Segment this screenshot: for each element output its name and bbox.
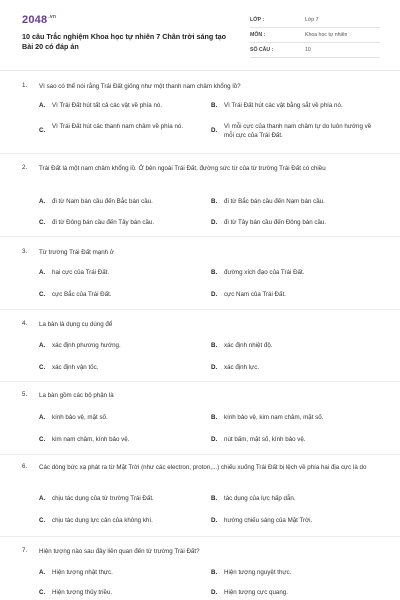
option-letter: A. bbox=[39, 342, 46, 349]
logo-suffix: .vn bbox=[48, 14, 57, 21]
option-text: đi từ Bắc bán cầu đến Nam bán cầu. bbox=[224, 198, 325, 205]
info-table bbox=[250, 13, 380, 58]
option-text: kính bảo vệ, kim nam châm, mặt số. bbox=[224, 414, 324, 421]
option-letter: D. bbox=[211, 589, 218, 596]
site-logo[interactable] bbox=[22, 14, 56, 26]
option-text: xác định lực. bbox=[224, 364, 260, 371]
question-text: La bàn là dụng cụ dùng để bbox=[39, 321, 113, 328]
document-title: 10 câu Trắc nghiệm Khoa học tự nhiên 7 Chân trời sáng tạo Bài 20 có đáp án bbox=[22, 32, 227, 51]
question-divider bbox=[0, 236, 400, 237]
question-text: Hiện tượng nào sau đây liên quan đến từ trường Trái Đất? bbox=[39, 548, 200, 555]
question-text: Vì sao có thể nói rằng Trái Đất giống như một thanh nam châm khổng lồ? bbox=[39, 83, 241, 90]
info-value: Khoa học tự nhiên bbox=[305, 32, 348, 38]
question-divider bbox=[0, 153, 400, 154]
option-letter: B. bbox=[211, 414, 218, 421]
option-text: Vì Trái Đất hút tất cả các vật về phía nó. bbox=[52, 102, 163, 109]
option-text: đi từ Tây bán cầu đến Đông bán cầu. bbox=[224, 219, 327, 226]
option-letter: A. bbox=[39, 102, 46, 109]
option-letter: C. bbox=[39, 219, 46, 226]
option-text: kim nam châm, kính bảo vệ. bbox=[52, 436, 130, 443]
option-letter: A. bbox=[39, 269, 46, 276]
question-divider bbox=[0, 381, 400, 382]
option-text: đi từ Đông bán cầu đến Tây bán cầu. bbox=[52, 219, 155, 226]
option-text: hướng chiếu sáng của Mặt Trời. bbox=[224, 517, 313, 524]
info-label: MÔN : bbox=[250, 32, 266, 38]
info-value: Lớp 7 bbox=[305, 17, 319, 23]
question-number: 2. bbox=[22, 164, 28, 171]
option-letter: A. bbox=[39, 569, 46, 576]
question-text: Trái Đất là một nam châm khổng lồ. Ở bên ngoài Trái Đất, đường sức từ của từ trường Trái Đất có chiều bbox=[39, 165, 326, 172]
option-letter: A. bbox=[39, 198, 46, 205]
option-letter: D. bbox=[211, 517, 218, 524]
option-text: Hiện tượng nguyệt thực. bbox=[224, 569, 292, 576]
question-divider bbox=[0, 536, 400, 537]
option-text: Vì Trái Đất hút các vật bằng sắt về phía nó. bbox=[224, 102, 343, 109]
option-letter: C. bbox=[39, 589, 46, 596]
option-text: xác định vận tốc. bbox=[52, 364, 99, 371]
question-number: 4. bbox=[22, 320, 28, 327]
question-number: 1. bbox=[22, 82, 28, 89]
option-letter: C. bbox=[39, 436, 46, 443]
option-text: tác dụng của lực hấp dẫn. bbox=[224, 495, 296, 502]
info-row-count bbox=[250, 43, 380, 58]
option-letter: D. bbox=[211, 219, 218, 226]
option-text: cực Nam của Trái Đất. bbox=[224, 291, 286, 298]
option-text: kính bảo vệ, mặt số. bbox=[52, 414, 108, 421]
info-row-class bbox=[250, 13, 380, 28]
option-letter: D. bbox=[211, 127, 218, 134]
question-number: 5. bbox=[22, 391, 28, 398]
option-text: cực Bắc của Trái Đất. bbox=[52, 291, 112, 298]
option-text: nút bấm, mặt số, kính bảo vệ. bbox=[224, 436, 306, 443]
option-letter: B. bbox=[211, 569, 218, 576]
option-letter: D. bbox=[211, 436, 218, 443]
logo-main: 2048 bbox=[22, 14, 48, 26]
question-text: Từ trường Trái Đất mạnh ở bbox=[39, 249, 114, 256]
option-letter: C. bbox=[39, 291, 46, 298]
option-letter: B. bbox=[211, 495, 218, 502]
question-text: La bàn gồm các bộ phận là bbox=[39, 392, 114, 399]
option-text: đường xích đạo của Trái Đất. bbox=[224, 269, 305, 276]
question-number: 7. bbox=[22, 547, 28, 554]
option-letter: C. bbox=[39, 127, 46, 134]
info-row-subject bbox=[250, 28, 380, 43]
option-letter: C. bbox=[39, 364, 46, 371]
option-letter: A. bbox=[39, 495, 46, 502]
option-letter: A. bbox=[39, 414, 46, 421]
option-text: chịu tác dụng lực cản của không khí. bbox=[52, 517, 153, 524]
option-text: Hiện tượng nhật thực. bbox=[52, 569, 113, 576]
header-divider bbox=[0, 70, 400, 71]
option-letter: C. bbox=[39, 517, 46, 524]
option-text: xác định nhiệt độ. bbox=[224, 342, 273, 349]
option-letter: D. bbox=[211, 291, 218, 298]
option-letter: B. bbox=[211, 269, 218, 276]
option-text: hai cực của Trái Đất. bbox=[52, 269, 110, 276]
option-letter: B. bbox=[211, 342, 218, 349]
info-value: 10 bbox=[305, 47, 311, 53]
question-number: 6. bbox=[22, 463, 28, 470]
option-text: Vì mỗi cực của thanh nam châm tự do luôn hướng về mỗi cực của Trái Đất. bbox=[224, 123, 372, 139]
option-letter: B. bbox=[211, 102, 218, 109]
option-text: chịu tác dụng của từ trường Trái Đất. bbox=[52, 495, 154, 502]
question-text: Các dòng bức xạ phát ra từ Mặt Trời (như các electron, proton,...) chiếu xuống Trái Đất bị lệch về phía hai địa cực là do bbox=[39, 464, 367, 471]
option-text: đi từ Nam bán cầu đến Bắc bán cầu. bbox=[52, 198, 153, 205]
info-label: LỚP : bbox=[250, 17, 265, 23]
question-divider bbox=[0, 309, 400, 310]
question-divider bbox=[0, 454, 400, 455]
option-letter: B. bbox=[211, 198, 218, 205]
option-text: Vì Trái Đất hút các thanh nam châm về phía nó. bbox=[52, 123, 184, 130]
option-letter: D. bbox=[211, 364, 218, 371]
question-number: 3. bbox=[22, 248, 28, 255]
option-text: Hiện tượng cực quang. bbox=[224, 589, 288, 596]
option-text: Hiện tượng thủy triều. bbox=[52, 589, 113, 596]
worksheet-header bbox=[22, 10, 380, 62]
option-text: xác định phương hướng. bbox=[52, 342, 121, 349]
info-label: SỐ CÂU : bbox=[250, 47, 274, 53]
